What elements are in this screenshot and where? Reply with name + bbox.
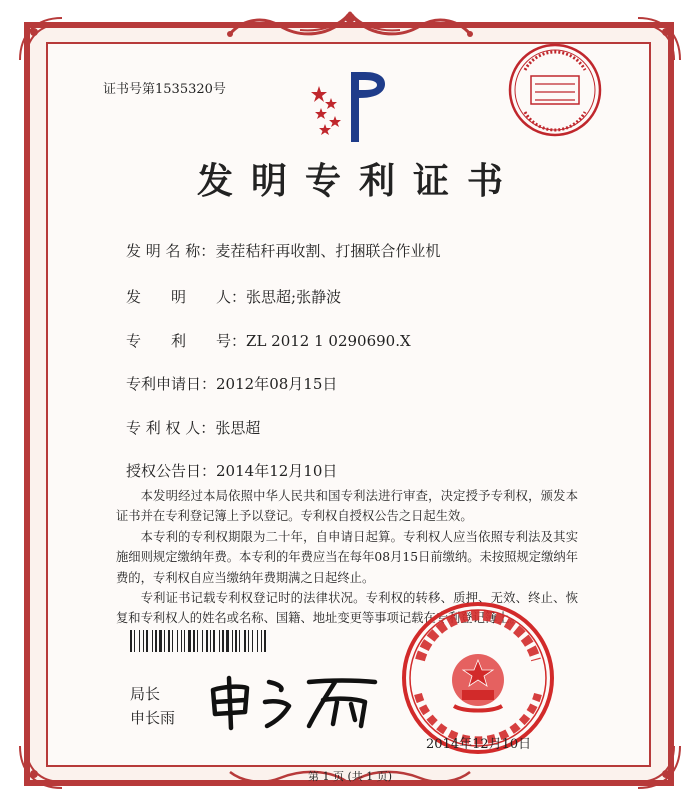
- registration-stamp: [505, 40, 605, 140]
- field-label: 专利申请日：: [126, 375, 217, 393]
- corner-ornament-bottom-right: [634, 742, 684, 792]
- inner-border: [46, 42, 651, 767]
- field-value: 2014年12月10日: [216, 462, 338, 480]
- field-label: 专 利 权 人：: [126, 419, 216, 437]
- field-patentee: [126, 417, 260, 438]
- certificate-number: 证书号第1535320号: [103, 82, 226, 97]
- field-label: 发 明 名 称：: [126, 242, 216, 260]
- corner-ornament-top-left: [16, 14, 66, 64]
- director-role: 局长: [130, 685, 161, 703]
- field-value: 麦茬秸秆再收割、打捆联合作业机: [215, 242, 441, 260]
- top-ornament: [200, 8, 500, 48]
- field-value: 张思超: [215, 419, 261, 437]
- field-label: 授权公告日：: [126, 462, 217, 480]
- director-signature: [205, 668, 385, 734]
- page-number: 第 1 页 (共 1 页): [307, 770, 393, 783]
- director-name: 申长雨: [130, 709, 176, 727]
- body-paragraph: 本专利的专利权期限为二十年，自申请日起算。专利权人应当依照专利法及其实施细则规定缴纳年费。本专利的年费应当在每年08月15日前缴纳。未按照规定缴纳年费的，专利权自应当缴纳年费期满之日起终止。: [116, 529, 578, 585]
- field-application-date: [126, 373, 337, 394]
- field-value: 2012年08月15日: [216, 375, 338, 393]
- field-grant-date: [126, 460, 337, 481]
- field-invention-name: [126, 240, 440, 261]
- field-value: 张思超;张静波: [246, 288, 342, 306]
- barcode: [130, 630, 374, 652]
- body-paragraph: 本发明经过本局依照中华人民共和国专利法进行审查，决定授予专利权，颁发本证书并在专利登记簿上予以登记。专利权自授权公告之日起生效。: [116, 489, 578, 524]
- field-label: 专 利 号：: [126, 332, 247, 350]
- body-paragraph: 专利证书记载专利权登记时的法律状况。专利权的转移、质押、无效、终止、恢复和专利权人的姓名或名称、国籍、地址变更等事项记载在专利登记簿上。: [116, 591, 578, 626]
- corner-ornament-top-right: [634, 14, 684, 64]
- field-patent-number: [126, 330, 411, 351]
- field-label: 发 明 人：: [126, 288, 247, 306]
- corner-ornament-bottom-left: [16, 742, 66, 792]
- seal-date: 2014年12月10日: [426, 737, 532, 752]
- field-value: ZL 2012 1 0290690.X: [246, 332, 411, 350]
- certificate-title: 发明专利证书: [196, 160, 521, 202]
- field-inventor: [126, 286, 341, 307]
- cnipa-logo: [305, 68, 405, 146]
